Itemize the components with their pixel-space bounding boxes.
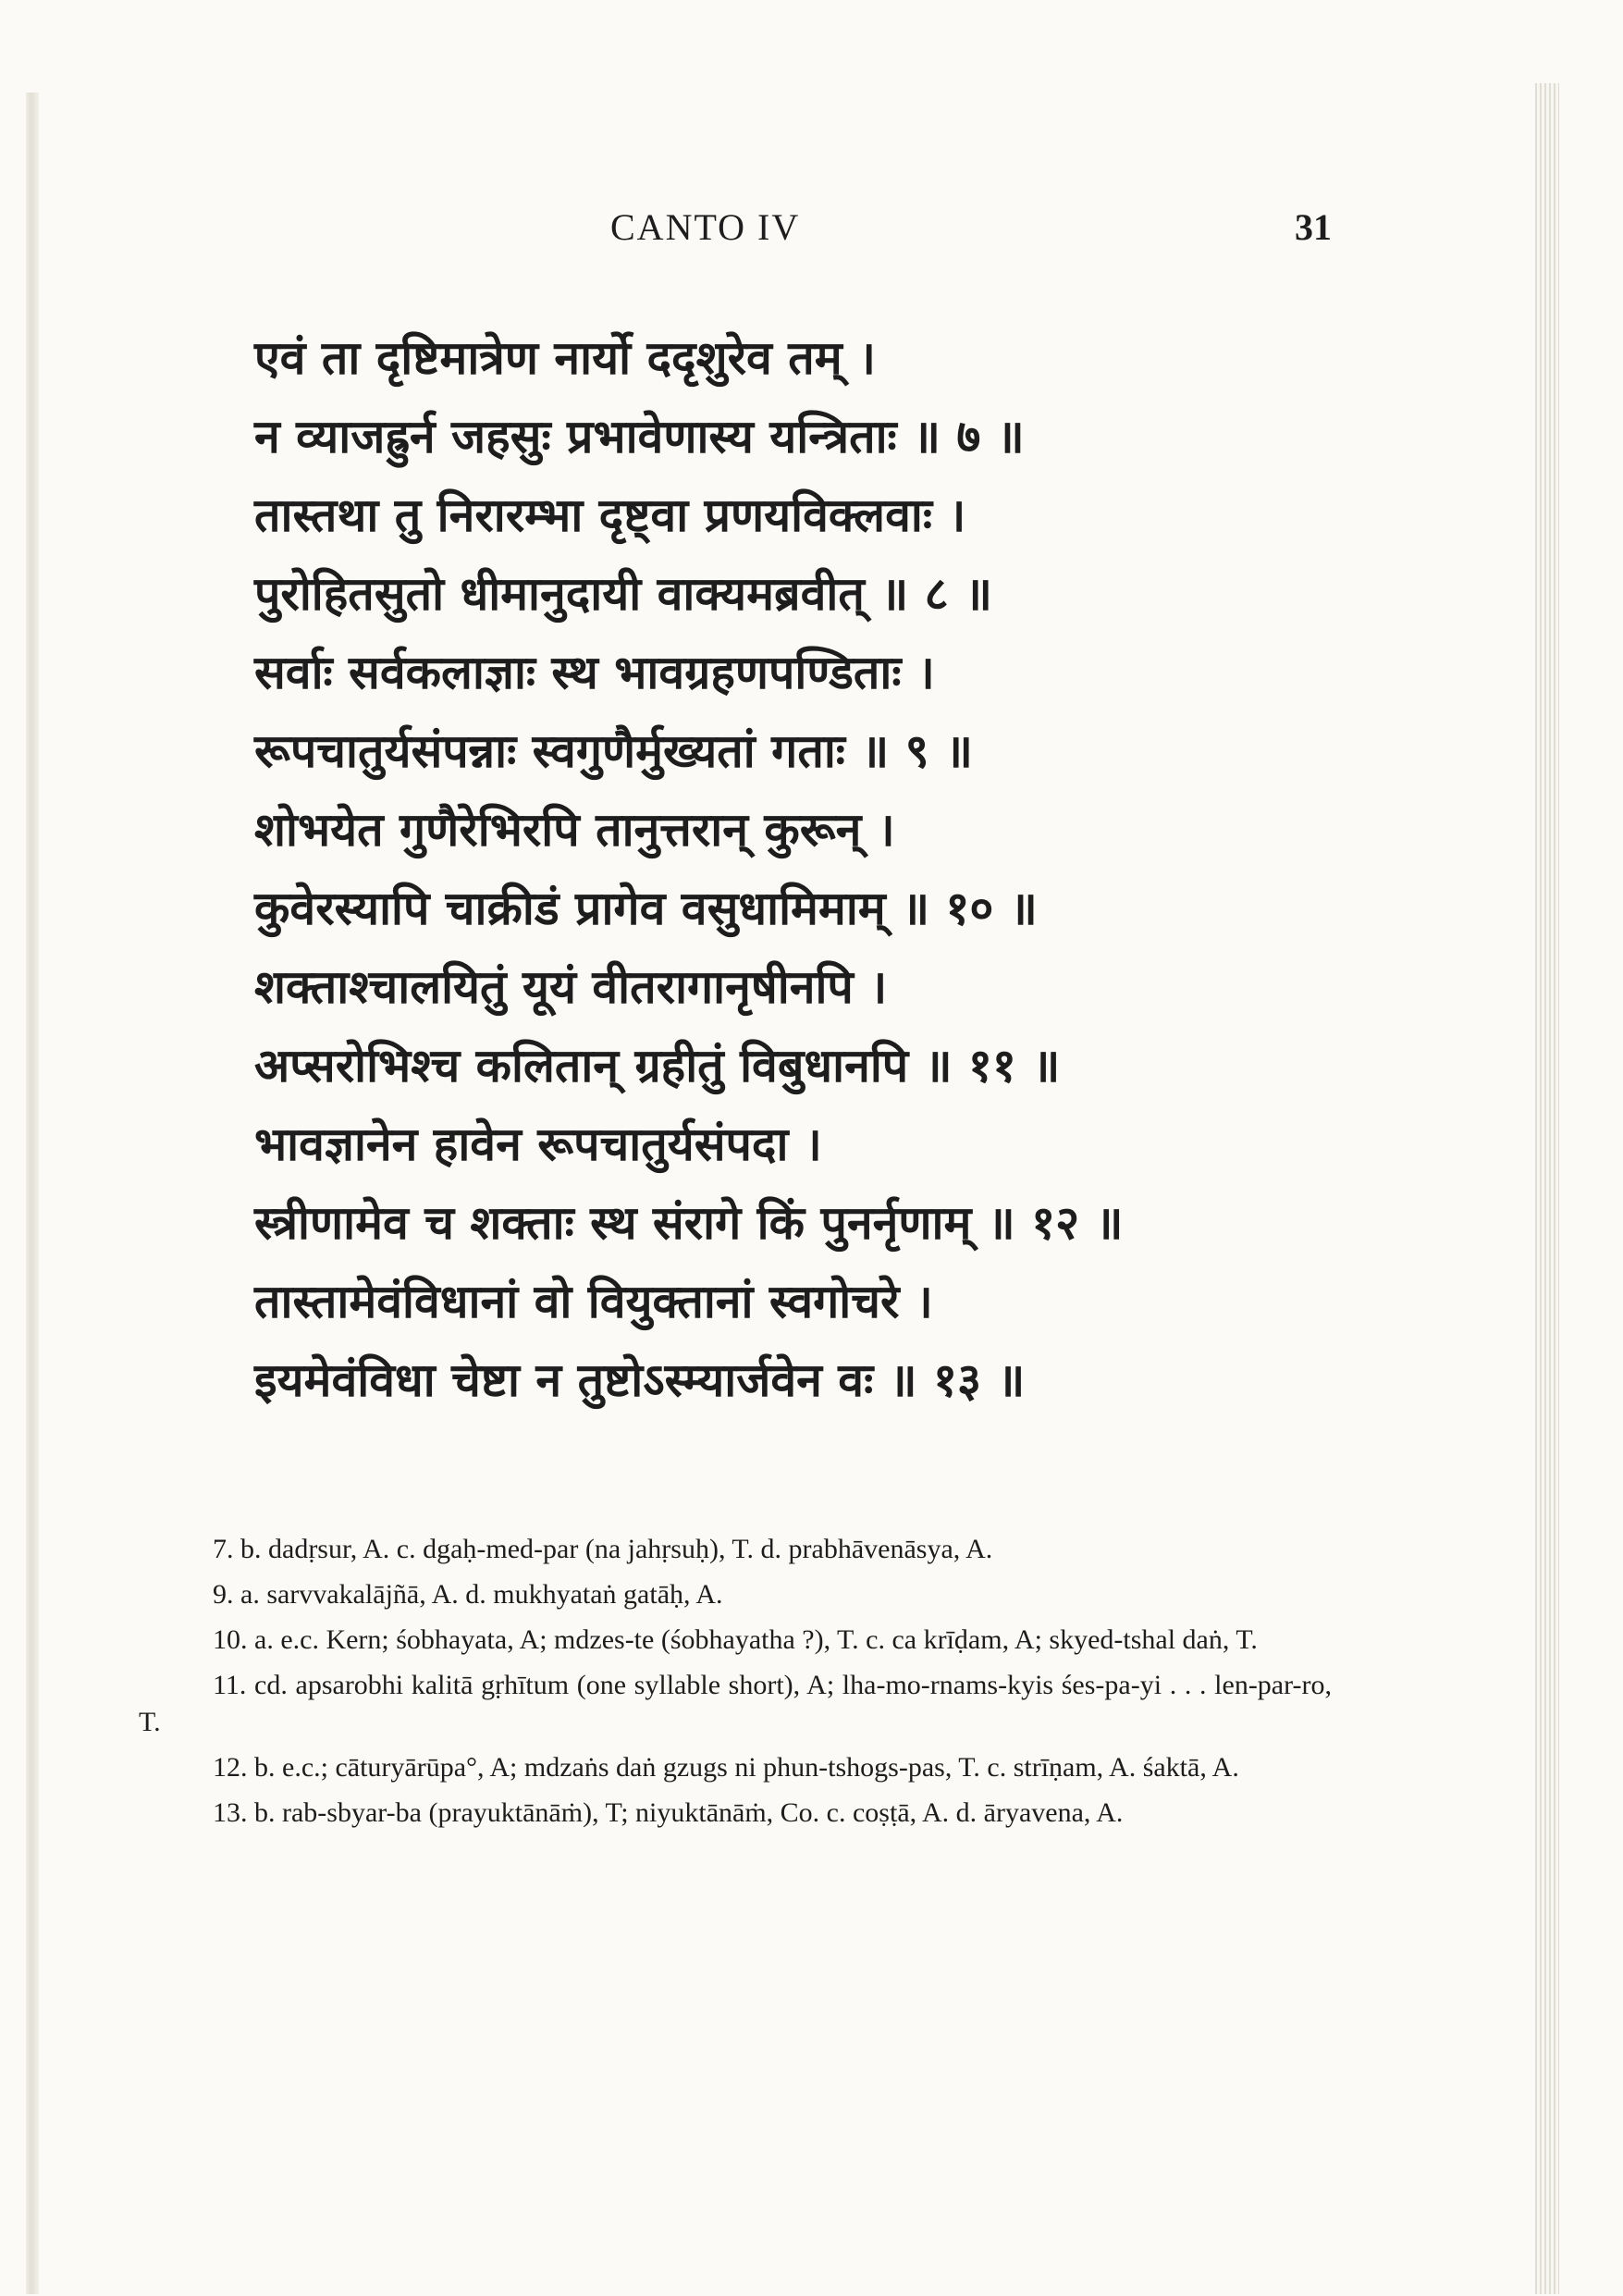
verse-line: तास्तथा तु निरारम्भा दृष्ट्वा प्रणयविक्लवाः । [254,488,966,542]
verse-line: न व्याजह्रुर्न जहसुः प्रभावेणास्य यन्त्रिताः ॥ ७ ॥ [254,410,1025,463]
note-11: 11. cd. apsarobhi kalitā gṛhītum (one syllable short), A; lha-mo-rnams-kyis śes-pa-yi . . . len-par-ro, T. [139,1670,1332,1737]
scan-edge-right [1535,83,1559,2294]
verse-line: शोभयेत गुणैरेभिरपि तानुत्तरान् कुरून् । [254,803,895,857]
note-10: 10. a. e.c. Kern; śobhayata, A; mdzes-te (śobhayatha ?), T. c. ca krīḍam, A; skyed-tshal daṅ, T. [213,1624,1258,1655]
verse-line: पुरोहितसुतो धीमानुदायी वाक्यमब्रवीत् ॥ ८ ॥ [254,567,992,621]
note-12: 12. b. e.c.; cāturyārūpa°, A; mdzaṅs daṅ gzugs ni phun-tshogs-pas, T. c. strīṇam, A. śaktā, A. [213,1752,1239,1783]
page-number: 31 [1295,206,1332,248]
note-7: 7. b. dadṛsur, A. c. dgaḥ-med-par (na jahṛsuḥ), T. d. prabhāvenāsya, A. [213,1534,993,1564]
note-13: 13. b. rab-sbyar-ba (prayuktānāṁ), T; niyuktānāṁ, Co. c. coṣṭā, A. d. āryavena, A. [213,1797,1124,1828]
verse-line: इयमेवंविधा चेष्टा न तुष्टोऽस्म्यार्जवेन वः ॥ १३ ॥ [254,1353,1026,1407]
verse-line: रूपचातुर्यसंपन्नाः स्वगुणैर्मुख्यतां गताः ॥ ९ ॥ [254,724,973,778]
header-title: CANTO IV [610,206,801,248]
scan-edge-left [26,93,39,2294]
sanskrit-verses [254,319,1309,1420]
verse-line: कुवेरस्यापि चाक्रीडं प्रागेव वसुधामिमाम् ॥ १० ॥ [254,882,1038,935]
verse-line: भावज्ञानेन हावेन रूपचातुर्यसंपदा । [254,1117,822,1171]
textual-notes [139,1531,1332,1840]
running-header [213,205,1332,261]
verse-line: तास्तामेवंविधानां वो वियुक्तानां स्वगोचरे । [254,1275,933,1328]
verse-line: सर्वाः सर्वकलाज्ञाः स्थ भावग्रहणपण्डिताः । [254,646,935,699]
note-9: 9. a. sarvvakalājñā, A. d. mukhyataṅ gatāḥ, A. [213,1579,723,1610]
verse-line: स्त्रीणामेव च शक्ताः स्थ संरागे किं पुनर्नृणाम् ॥ १२ ॥ [254,1196,1124,1250]
verse-line: एवं ता दृष्टिमात्रेण नार्यो ददृशुरेव तम् । [254,331,876,385]
verse-line: अप्सरोभिश्च कलितान् ग्रहीतुं विबुधानपि ॥ ११ ॥ [254,1039,1061,1092]
verse-line: शक्ताश्चालयितुं यूयं वीतरागानृषीनपि । [254,960,888,1014]
